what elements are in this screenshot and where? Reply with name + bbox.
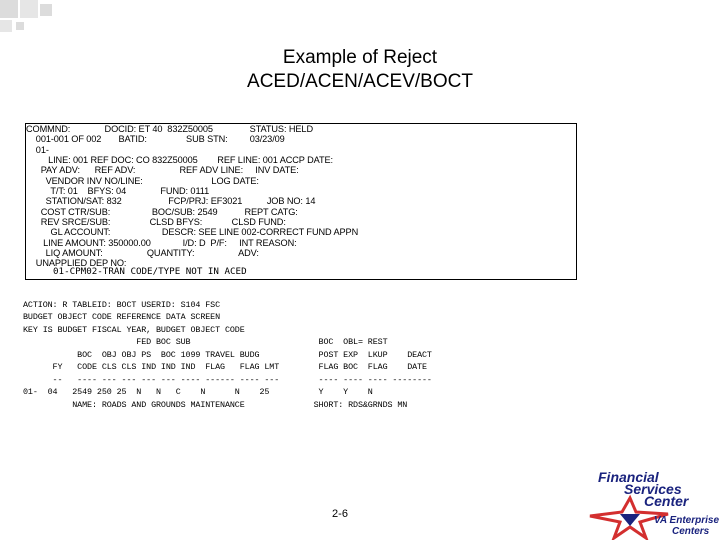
screen-line: PAY ADV: REF ADV: REF ADV LINE: INV DATE: xyxy=(26,165,299,176)
table-line: FY CODE CLS CLS IND IND IND FLAG FLAG LMT FLAG BOC FLAG DATE xyxy=(23,362,427,373)
screen-fields xyxy=(26,124,578,269)
slide-title-line1: Example of Reject xyxy=(282,47,438,68)
screen-line: LINE: 001 REF DOC: CO 832Z50005 REF LINE: 001 ACCP DATE: xyxy=(26,155,333,166)
table-line: ACTION: R TABLEID: BOCT USERID: S104 FSC xyxy=(23,300,221,310)
fsc-logo xyxy=(580,464,720,540)
error-message: 01-CPM02-TRAN CODE/TYPE NOT IN ACED xyxy=(53,266,247,277)
screen-line: 001-001 OF 002 BATID: SUB STN: 03/23/09 xyxy=(26,134,285,145)
screen-line: COST CTR/SUB: BOC/SUB: 2549 REPT CATG: xyxy=(26,206,298,217)
screen-line: LIQ AMOUNT: QUANTITY: ADV: xyxy=(26,248,259,259)
screen-line: T/T: 01 BFYS: 04 FUND: 0111 xyxy=(26,186,210,197)
boct-table-screen xyxy=(23,299,432,411)
table-line: NAME: ROADS AND GROUNDS MAINTENANCE SHORT: RDS&GRNDS MN xyxy=(23,399,408,410)
screen-line: UNAPPLIED DEP NO: xyxy=(26,258,127,269)
table-line: KEY IS BUDGET FISCAL YEAR, BUDGET OBJECT CODE xyxy=(23,324,245,335)
screen-capture-box xyxy=(25,123,577,280)
page-number: 2-6 xyxy=(332,508,348,520)
table-line: FED BOC SUB BOC OBL= REST xyxy=(23,337,388,348)
table-line: -- ---- --- --- --- --- ---- ------ ---- --- ---- ---- ---- -------- xyxy=(23,374,432,385)
screen-line: VENDOR INV NO/LINE: LOG DATE: xyxy=(26,175,259,186)
table-line: BUDGET OBJECT CODE REFERENCE DATA SCREEN xyxy=(23,312,221,323)
table-line: 01- 04 2549 250 25 N N C N N 25 Y Y N xyxy=(23,387,373,398)
screen-line: 01- xyxy=(26,144,49,155)
logo-text-center: Center xyxy=(644,493,689,509)
logo-text-services: Services xyxy=(624,481,682,497)
screen-line: GL ACCOUNT: DESCR: SEE LINE 002-CORRECT FUND APPN xyxy=(26,227,359,238)
screen-line: COMMND: DOCID: ET 40 832Z50005 STATUS: HELD xyxy=(26,124,313,134)
logo-text-financial: Financial xyxy=(598,469,659,485)
logo-text-va-enterprise: VA Enterprise xyxy=(654,515,720,526)
screen-line: LINE AMOUNT: 350000.00 I/D: D P/F: INT REASON: xyxy=(26,237,297,248)
corner-decoration xyxy=(0,0,110,40)
screen-line: REV SRCE/SUB: CLSD BFYS: CLSD FUND: xyxy=(26,217,286,228)
slide-title-line2: ACED/ACEN/ACEV/BOCT xyxy=(247,71,473,92)
logo-text-centers: Centers xyxy=(672,526,710,537)
table-line: BOC OBJ OBJ PS BOC 1099 TRAVEL BUDG POST EXP LKUP DEACT xyxy=(23,349,432,360)
screen-line: STATION/SAT: 832 FCP/PRJ: EF3021 JOB NO: 14 xyxy=(26,196,316,207)
